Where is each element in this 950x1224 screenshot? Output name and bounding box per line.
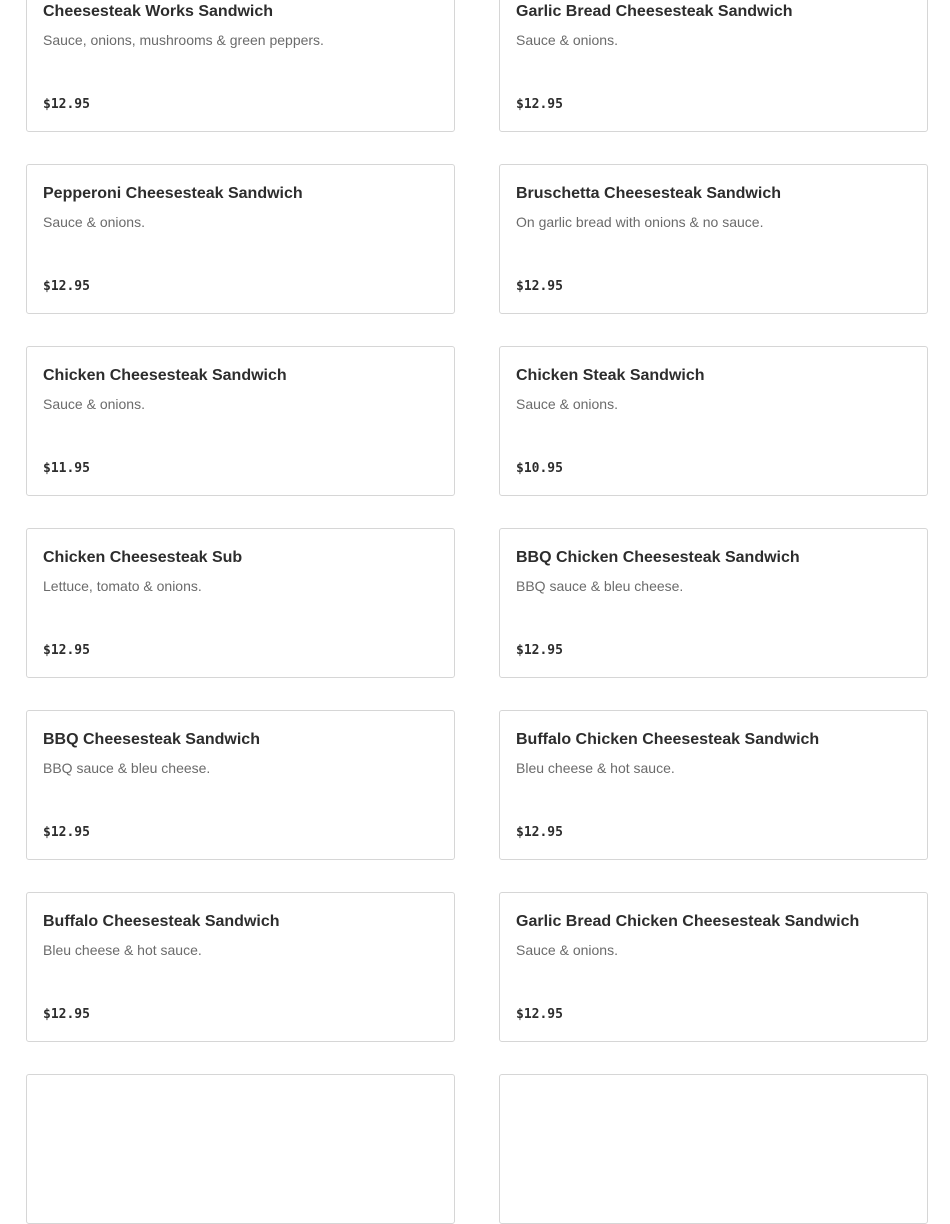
menu-item-price: $12.95 [516,279,563,294]
menu-item-name: Chicken Cheesesteak Sub [43,549,243,566]
menu-item-description: Sauce & onions. [43,396,145,412]
menu-item-description: Sauce & onions. [516,32,618,48]
menu-item-card[interactable] [26,892,455,1042]
menu-item-name: Garlic Bread Cheesesteak Sandwich [516,3,793,20]
menu-item-price: $12.95 [43,825,90,840]
menu-item-description: BBQ sauce & bleu cheese. [516,578,684,594]
menu-item-description: Bleu cheese & hot sauce. [516,760,675,776]
menu-item-card[interactable] [26,346,455,496]
menu-item-name: Buffalo Chicken Cheesesteak Sandwich [516,731,820,748]
menu-item-name: Buffalo Cheesesteak Sandwich [43,913,280,930]
menu-item-grid [26,0,928,1224]
menu-item-price: $12.95 [516,97,563,112]
menu-item-name: Bruschetta Cheesesteak Sandwich [516,185,781,202]
menu-item-card[interactable] [499,164,928,314]
menu-item-card[interactable] [499,892,928,1042]
menu-item-description: Bleu cheese & hot sauce. [43,942,202,958]
menu-item-description: Sauce & onions. [43,214,145,230]
menu-item-card[interactable] [499,1074,928,1224]
menu-item-description: Sauce, onions, mushrooms & green peppers. [43,32,324,48]
menu-item-card[interactable] [26,710,455,860]
menu-item-price: $12.95 [43,1007,90,1022]
menu-item-card[interactable] [26,1074,455,1224]
menu-item-description: Sauce & onions. [516,396,618,412]
menu-item-name: Chicken Steak Sandwich [516,367,705,384]
menu-item-card[interactable] [499,0,928,132]
menu-item-price: $12.95 [516,825,563,840]
menu-item-name: Garlic Bread Chicken Cheesesteak Sandwich [516,913,860,930]
menu-item-price: $10.95 [516,461,563,476]
menu-item-card[interactable] [26,528,455,678]
menu-item-price: $12.95 [43,279,90,294]
menu-item-description: On garlic bread with onions & no sauce. [516,214,764,230]
menu-item-description: Lettuce, tomato & onions. [43,578,202,594]
menu-item-card[interactable] [26,0,455,132]
menu-item-name: Cheesesteak Works Sandwich [43,3,274,20]
menu-item-price: $12.95 [516,1007,563,1022]
menu-item-description: Sauce & onions. [516,942,618,958]
menu-item-description: BBQ sauce & bleu cheese. [43,760,211,776]
menu-item-price: $11.95 [43,461,90,476]
menu-item-card[interactable] [499,528,928,678]
menu-item-name: BBQ Chicken Cheesesteak Sandwich [516,549,800,566]
menu-item-price: $12.95 [516,643,563,658]
menu-item-name: Chicken Cheesesteak Sandwich [43,367,287,384]
menu-item-card[interactable] [499,346,928,496]
menu-item-price: $12.95 [43,643,90,658]
menu-item-card[interactable] [26,164,455,314]
menu-item-price: $12.95 [43,97,90,112]
menu-item-card[interactable] [499,710,928,860]
menu-item-name: BBQ Cheesesteak Sandwich [43,731,260,748]
menu-item-name: Pepperoni Cheesesteak Sandwich [43,185,303,202]
